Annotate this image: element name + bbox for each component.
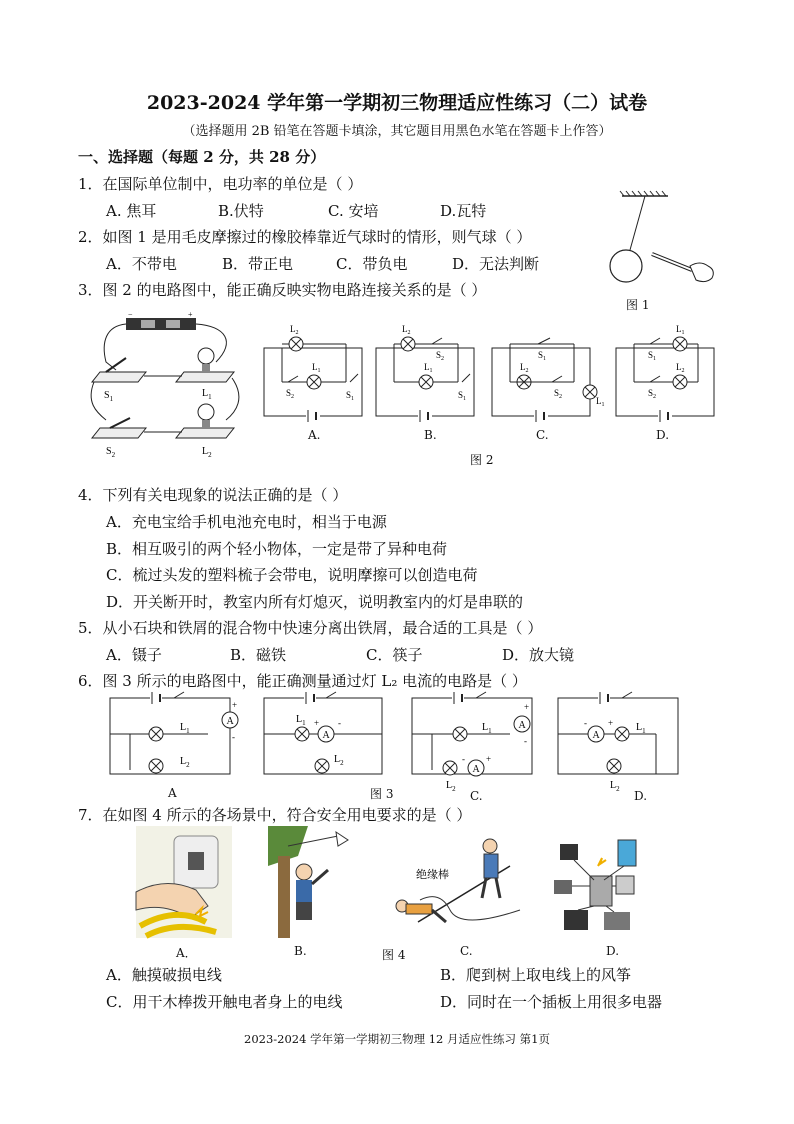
svg-text:S2: $S_2$ xyxy=(648,388,657,400)
svg-text:L2: $L_2$ xyxy=(610,780,620,793)
svg-text:-: - xyxy=(338,718,341,728)
svg-text:L2: $L_2$ xyxy=(402,324,411,336)
figure-3-circuit-c xyxy=(410,690,538,793)
figure-4-scene-b xyxy=(268,826,358,938)
figure-4-caption: 图 4 xyxy=(382,948,406,962)
figure-1-caption: 图 1 xyxy=(626,298,650,312)
question-3: 3．图 2 的电路图中，能正确反映实物电路连接关系的是（ ） xyxy=(78,281,487,299)
figure-3-circuit-b xyxy=(262,690,386,780)
page-title: 2023-2024 学年第一学期初三物理适应性练习（二）试卷 xyxy=(146,92,648,114)
figure-3-label-a: A xyxy=(168,786,177,800)
figure-2-label-b: B. xyxy=(424,428,437,442)
q5-option-d: D．放大镜 xyxy=(502,646,575,664)
svg-text:S2: $S_2$ xyxy=(286,388,295,400)
q1-option-d: D.瓦特 xyxy=(440,202,487,220)
svg-text:-: - xyxy=(524,736,527,746)
figure-2-label-c: C. xyxy=(536,428,549,442)
svg-text:L1: $L_1$ xyxy=(676,324,685,336)
svg-text:S1: $S_1$ xyxy=(648,350,657,362)
figure-1-balloon xyxy=(600,188,730,298)
insulating-rod-label: 绝缘棒 xyxy=(416,869,449,881)
page-subtitle: （选择题用 2B 铅笔在答题卡填涂，其它题目用黑色水笔在答题卡上作答） xyxy=(182,124,612,139)
figure-2-physical-circuit xyxy=(96,312,246,460)
question-4: 4．下列有关电现象的说法正确的是（ ） xyxy=(78,486,348,504)
figure-4-label-c: C. xyxy=(460,944,473,958)
q7-option-d: D．同时在一个插板上用很多电器 xyxy=(440,993,663,1011)
figure-4-label-b: B. xyxy=(294,944,307,958)
question-6: 6．图 3 所示的电路图中，能正确测量通过灯 L₂ 电流的电路是（ ） xyxy=(78,672,527,690)
svg-text:A: A xyxy=(472,764,480,775)
svg-text:S2: $S_2$ xyxy=(436,350,445,362)
svg-text:L1: $L_1$ xyxy=(296,714,306,727)
figure-3-circuit-d xyxy=(556,690,684,793)
svg-text:L2: $L_2$ xyxy=(334,754,344,767)
section-heading: 一、选择题（每题 2 分，共 28 分） xyxy=(78,148,326,166)
q5-option-c: C．筷子 xyxy=(366,646,423,664)
svg-text:S1: $S_1$ xyxy=(458,390,467,402)
svg-text:L1: $L_1$ xyxy=(180,722,190,735)
figure-4-scene-a xyxy=(136,826,232,938)
svg-text:+: + xyxy=(486,754,492,764)
q4-option-c: C．梳过头发的塑料梳子会带电，说明摩擦可以创造电荷 xyxy=(106,566,478,584)
figure-4-label-d: D. xyxy=(606,944,620,958)
q2-option-b: B．带正电 xyxy=(222,255,294,273)
svg-text:+: + xyxy=(188,310,193,319)
svg-text:+: + xyxy=(608,718,614,728)
figure-3-label-c: C. xyxy=(470,789,483,803)
q7-option-b: B．爬到树上取电线上的风筝 xyxy=(440,966,632,984)
q5-option-a: A．镊子 xyxy=(106,646,162,664)
q1-option-a: A. 焦耳 xyxy=(106,202,157,220)
q4-option-d: D．开关断开时，教室内所有灯熄灭，说明教室内的灯是串联的 xyxy=(106,593,524,611)
svg-text:A: A xyxy=(322,730,330,741)
question-1: 1．在国际单位制中，电功率的单位是（ ） xyxy=(78,175,363,193)
q7-option-a: A．触摸破损电线 xyxy=(106,966,222,984)
figure-2-caption: 图 2 xyxy=(470,453,494,467)
svg-text:+: + xyxy=(524,702,530,712)
q2-option-d: D．无法判断 xyxy=(452,255,540,273)
svg-text:L2: $L_2$ xyxy=(520,362,529,374)
svg-text:+: + xyxy=(314,718,320,728)
figure-4-scene-c xyxy=(390,830,525,942)
q4-option-b: B．相互吸引的两个轻小物体，一定是带了异种电荷 xyxy=(106,540,448,558)
svg-text:-: - xyxy=(232,732,235,742)
figure-4-scene-d xyxy=(554,836,646,938)
svg-text:L1: $L_1$ xyxy=(312,362,321,374)
svg-text:L2: $L_2$ xyxy=(676,362,685,374)
svg-text:A: A xyxy=(592,730,600,741)
question-7: 7．在如图 4 所示的各场景中，符合安全用电要求的是（ ） xyxy=(78,806,472,824)
question-2: 2．如图 1 是用毛皮摩擦过的橡胶棒靠近气球时的情形，则气球（ ） xyxy=(78,228,532,246)
svg-text:S1: $S_1$ xyxy=(538,350,547,362)
svg-text:L2: $L_2$ xyxy=(180,756,190,769)
q7-option-c: C．用干木棒拨开触电者身上的电线 xyxy=(106,993,343,1011)
svg-text:L1: $L_1$ xyxy=(424,362,433,374)
svg-text:+: + xyxy=(232,700,238,710)
figure-3-circuit-a xyxy=(108,690,236,780)
svg-text:A: A xyxy=(518,720,526,731)
svg-text:S2: $S_2$ xyxy=(554,388,563,400)
l1-label: $L_1$ xyxy=(202,388,212,401)
question-5: 5．从小石块和铁屑的混合物中快速分离出铁屑，最合适的工具是（ ） xyxy=(78,619,543,637)
figure-3-label-d: D. xyxy=(634,789,648,803)
figure-2-circuit-b xyxy=(374,322,479,422)
q2-option-c: C．带负电 xyxy=(336,255,408,273)
s2-label: $S_2$ xyxy=(106,446,116,459)
q2-option-a: A．不带电 xyxy=(106,255,177,273)
svg-text:S1: $S_1$ xyxy=(346,390,355,402)
figure-2-circuit-c xyxy=(490,322,605,422)
svg-text:L1: $L_1$ xyxy=(482,722,492,735)
svg-text:-: - xyxy=(462,754,465,764)
figure-2-label-d: D. xyxy=(656,428,670,442)
q4-option-a: A．充电宝给手机电池充电时，相当于电源 xyxy=(106,513,387,531)
svg-text:A: A xyxy=(226,716,234,727)
svg-text:L2: $L_2$ xyxy=(446,780,456,793)
svg-text:−: − xyxy=(128,310,133,319)
svg-text:L1: $L_1$ xyxy=(596,396,605,408)
figure-2-label-a: A. xyxy=(308,428,321,442)
svg-text:-: - xyxy=(584,718,587,728)
page-footer: 2023-2024 学年第一学期初三物理 12 月适应性练习 第1页 xyxy=(244,1032,550,1046)
svg-text:L2: $L_2$ xyxy=(290,324,299,336)
q1-option-b: B.伏特 xyxy=(218,202,264,220)
q5-option-b: B．磁铁 xyxy=(230,646,287,664)
q1-option-c: C. 安培 xyxy=(328,202,379,220)
figure-2-circuit-d xyxy=(614,322,719,422)
s1-label: $S_1$ xyxy=(104,390,114,403)
figure-2-circuit-a xyxy=(262,322,367,422)
l2-label: $L_2$ xyxy=(202,446,212,459)
figure-3-caption: 图 3 xyxy=(370,787,394,801)
svg-text:L1: $L_1$ xyxy=(636,722,646,735)
figure-4-label-a: A． xyxy=(176,946,197,960)
